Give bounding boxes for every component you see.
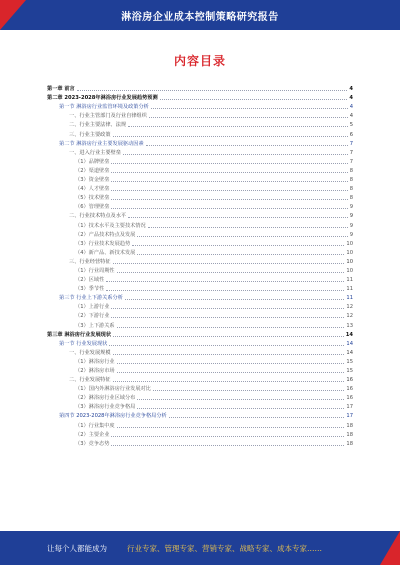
- toc-entry-text: （1）淋浴房行业: [75, 358, 115, 365]
- toc-entry-text: 一、行业主管部门及行业自律组织: [69, 113, 147, 120]
- toc-entry-text: （5）技术壁垒: [75, 195, 110, 202]
- toc-entry-text: （3）竞争态势: [75, 440, 110, 447]
- toc-entry-text: 第一节 行业发展现状: [59, 340, 108, 347]
- table-of-contents: [47, 83, 353, 447]
- toc-entry-page: 18: [346, 422, 353, 429]
- header-bar: [0, 0, 400, 30]
- toc-leader-dots: [117, 426, 345, 428]
- toc-entry-text: 第一节 淋浴房行业监管环境及政策分析: [59, 104, 149, 111]
- toc-entry[interactable]: [47, 265, 353, 274]
- toc-entry-text: 二、行业技术特点及水平: [69, 213, 127, 220]
- toc-entry-page: 10: [346, 267, 353, 274]
- toc-entry[interactable]: [47, 138, 353, 147]
- toc-entry-page: 9: [349, 213, 353, 220]
- toc-leader-dots: [117, 371, 345, 373]
- toc-entry-page: 16: [346, 386, 353, 393]
- toc-leader-dots: [111, 307, 344, 309]
- toc-entry[interactable]: [47, 401, 353, 410]
- toc-entry-page: 17: [346, 404, 353, 411]
- toc-leader-dots: [117, 362, 345, 364]
- toc-entry-page: 17: [346, 413, 353, 420]
- toc-entry-page: 5: [349, 122, 353, 129]
- toc-entry[interactable]: [47, 83, 353, 92]
- toc-entry[interactable]: [47, 329, 353, 338]
- toc-entry-page: 9: [349, 204, 353, 211]
- toc-entry-page: 16: [346, 395, 353, 402]
- toc-entry-text: （2）渠道壁垒: [75, 167, 110, 174]
- toc-leader-dots: [111, 180, 347, 182]
- toc-entry[interactable]: [47, 165, 353, 174]
- toc-entry-text: 第二章 2023-2028年淋浴房行业发展趋势预测: [47, 95, 158, 102]
- toc-entry[interactable]: [47, 310, 353, 319]
- toc-entry-page: 10: [346, 249, 353, 256]
- toc-leader-dots: [111, 198, 347, 200]
- toc-entry-page: 15: [346, 368, 353, 374]
- toc-entry-page: 14: [346, 340, 353, 347]
- toc-leader-dots: [113, 262, 345, 264]
- toc-leader-dots: [106, 280, 344, 282]
- toc-leader-dots: [137, 398, 344, 400]
- toc-leader-dots: [113, 380, 345, 382]
- toc-entry-page: 18: [346, 431, 353, 438]
- toc-leader-dots: [111, 162, 347, 164]
- toc-leader-dots: [111, 316, 344, 318]
- toc-entry-text: （1）行业集中度: [75, 422, 115, 429]
- toc-entry-text: （4）新产品、新技术发展: [75, 249, 136, 256]
- toc-entry-text: 二、行业发展特征: [69, 377, 111, 384]
- toc-entry-page: 16: [346, 377, 353, 384]
- toc-leader-dots: [137, 253, 344, 255]
- toc-entry[interactable]: [47, 429, 353, 438]
- toc-entry-page: 9: [349, 222, 353, 229]
- toc-entry[interactable]: [47, 238, 353, 247]
- toc-entry-page: 7: [349, 149, 353, 156]
- toc-entry-page: 6: [349, 131, 353, 138]
- toc-entry-page: 15: [346, 358, 353, 365]
- toc-entry-text: 二、行业主要法律、法规: [69, 122, 127, 129]
- toc-entry-text: （2）淋浴房市场: [75, 368, 115, 374]
- toc-leader-dots: [169, 416, 345, 418]
- toc-entry-page: 7: [349, 140, 353, 147]
- toc-entry[interactable]: [47, 92, 353, 101]
- toc-leader-dots: [111, 444, 344, 446]
- toc-entry-text: （2）主要企业: [75, 431, 110, 438]
- toc-entry[interactable]: [47, 301, 353, 310]
- toc-entry-text: 第四节 2023-2028年淋浴房行业竞争格局分析: [59, 413, 167, 420]
- toc-entry-text: 第三节 行业上下游关系分析: [59, 295, 123, 302]
- toc-leader-dots: [113, 135, 348, 137]
- toc-leader-dots: [151, 107, 348, 109]
- toc-entry[interactable]: [47, 283, 353, 292]
- toc-leader-dots: [128, 125, 348, 127]
- toc-entry[interactable]: [47, 410, 353, 419]
- toc-leader-dots: [137, 235, 347, 237]
- toc-entry-text: （2）下游行业: [75, 313, 110, 320]
- toc-entry[interactable]: [47, 292, 353, 301]
- toc-entry[interactable]: [47, 192, 353, 201]
- toc-entry-text: 第一章 前言: [47, 86, 75, 93]
- toc-leader-dots: [117, 271, 345, 273]
- toc-leader-dots: [77, 89, 348, 91]
- toc-entry-page: 10: [346, 258, 353, 265]
- toc-entry[interactable]: [47, 338, 353, 347]
- toc-entry[interactable]: [47, 247, 353, 256]
- toc-entry-page: 8: [349, 195, 353, 202]
- toc-entry-text: 第三章 淋浴房行业发展现状: [47, 331, 112, 338]
- footer-bar: [0, 531, 400, 565]
- toc-entry-page: 11: [346, 277, 353, 284]
- toc-entry-page: 12: [346, 304, 353, 311]
- toc-entry-text: 三、行业主要政策: [69, 131, 111, 138]
- toc-entry[interactable]: [47, 365, 353, 374]
- toc-entry-text: （3）淋浴房行业竞争格局: [75, 404, 136, 411]
- toc-leader-dots: [128, 216, 348, 218]
- toc-entry[interactable]: [47, 438, 353, 447]
- toc-entry-text: （3）上下游关系: [75, 322, 115, 329]
- toc-entry-page: 14: [346, 349, 353, 356]
- toc-entry[interactable]: [47, 419, 353, 428]
- toc-entry-page: 10: [346, 240, 353, 247]
- toc-entry-page: 4: [349, 104, 353, 111]
- toc-entry-page: 8: [349, 167, 353, 174]
- report-title: 淋浴房企业成本控制策略研究报告: [121, 12, 279, 23]
- toc-entry-text: 三、行业经营特征: [69, 258, 111, 265]
- toc-entry-text: 第二节 淋浴房行业主要发展驱动因素: [59, 140, 144, 147]
- toc-entry-page: 4: [349, 113, 353, 120]
- toc-entry-text: （1）品牌壁垒: [75, 158, 110, 165]
- toc-entry[interactable]: [47, 229, 353, 238]
- toc-entry[interactable]: [47, 347, 353, 356]
- toc-leader-dots: [106, 289, 344, 291]
- toc-leader-dots: [113, 335, 344, 337]
- toc-entry[interactable]: [47, 219, 353, 228]
- toc-entry[interactable]: [47, 119, 353, 128]
- toc-entry-page: 4: [349, 86, 353, 93]
- toc-entry[interactable]: [47, 383, 353, 392]
- footer-roles: 行业专家、管理专家、营销专家、战略专家、成本专家……: [127, 544, 322, 553]
- toc-entry-page: 14: [345, 331, 353, 338]
- toc-entry-page: 11: [346, 286, 353, 293]
- toc-leader-dots: [111, 171, 347, 173]
- toc-entry[interactable]: [47, 201, 353, 210]
- toc-entry-text: （2）产品技术特点及发展: [75, 231, 136, 238]
- toc-entry[interactable]: [47, 210, 353, 219]
- toc-entry-text: （1）上游行业: [75, 304, 110, 311]
- toc-entry-page: 11: [346, 295, 353, 302]
- toc-entry-text: （1）技术水平及主要技术情况: [75, 222, 146, 229]
- toc-entry-text: （2）淋浴房行业区域分布: [75, 395, 136, 402]
- toc-entry[interactable]: [47, 174, 353, 183]
- toc-entry-text: （3）季节性: [75, 286, 105, 293]
- toc-entry-text: （1）行业周期性: [75, 267, 115, 274]
- toc-entry-page: 13: [346, 322, 353, 329]
- toc-leader-dots: [153, 389, 344, 391]
- toc-entry[interactable]: [47, 128, 353, 137]
- toc-entry-text: 一、进入行业主要壁垒: [69, 149, 121, 156]
- toc-entry[interactable]: [47, 356, 353, 365]
- toc-entry-page: 9: [349, 231, 353, 238]
- toc-leader-dots: [132, 244, 344, 246]
- toc-leader-dots: [148, 226, 348, 228]
- toc-entry-page: 8: [349, 186, 353, 193]
- toc-entry[interactable]: [47, 274, 353, 283]
- toc-entry[interactable]: [47, 183, 353, 192]
- toc-leader-dots: [123, 153, 348, 155]
- toc-entry[interactable]: [47, 156, 353, 165]
- toc-entry[interactable]: [47, 110, 353, 119]
- toc-entry-text: （1）国内外淋浴房行业发展对比: [75, 386, 151, 393]
- toc-entry[interactable]: [47, 101, 353, 110]
- toc-entry[interactable]: [47, 147, 353, 156]
- toc-entry-page: 18: [346, 440, 353, 447]
- toc-entry-text: （3）行业技术发展趋势: [75, 240, 131, 247]
- toc-leader-dots: [111, 435, 344, 437]
- toc-leader-dots: [113, 353, 345, 355]
- toc-leader-dots: [125, 298, 344, 300]
- toc-entry-page: 7: [349, 158, 353, 165]
- toc-entry[interactable]: [47, 392, 353, 401]
- toc-entry-text: （6）管理壁垒: [75, 204, 110, 211]
- toc-entry-page: 8: [349, 177, 353, 184]
- toc-leader-dots: [137, 407, 344, 409]
- toc-leader-dots: [109, 344, 344, 346]
- toc-leader-dots: [111, 189, 347, 191]
- toc-entry-text: （4）人才壁垒: [75, 186, 110, 193]
- toc-leader-dots: [111, 207, 347, 209]
- footer-slogan: 让每个人都能成为: [47, 544, 107, 553]
- toc-entry[interactable]: [47, 319, 353, 328]
- toc-leader-dots: [117, 326, 345, 328]
- toc-entry-page: 12: [346, 313, 353, 320]
- toc-leader-dots: [160, 98, 348, 100]
- toc-heading: 内容目录: [173, 54, 226, 68]
- toc-entry-text: （2）区域性: [75, 277, 105, 284]
- toc-entry[interactable]: [47, 374, 353, 383]
- toc-entry-text: 一、行业发展规模: [69, 349, 111, 356]
- toc-entry[interactable]: [47, 256, 353, 265]
- toc-leader-dots: [149, 116, 348, 118]
- toc-entry-text: （3）资金壁垒: [75, 177, 110, 184]
- toc-leader-dots: [146, 144, 348, 146]
- footer-red-corner: [380, 531, 400, 565]
- toc-entry-page: 4: [349, 95, 353, 102]
